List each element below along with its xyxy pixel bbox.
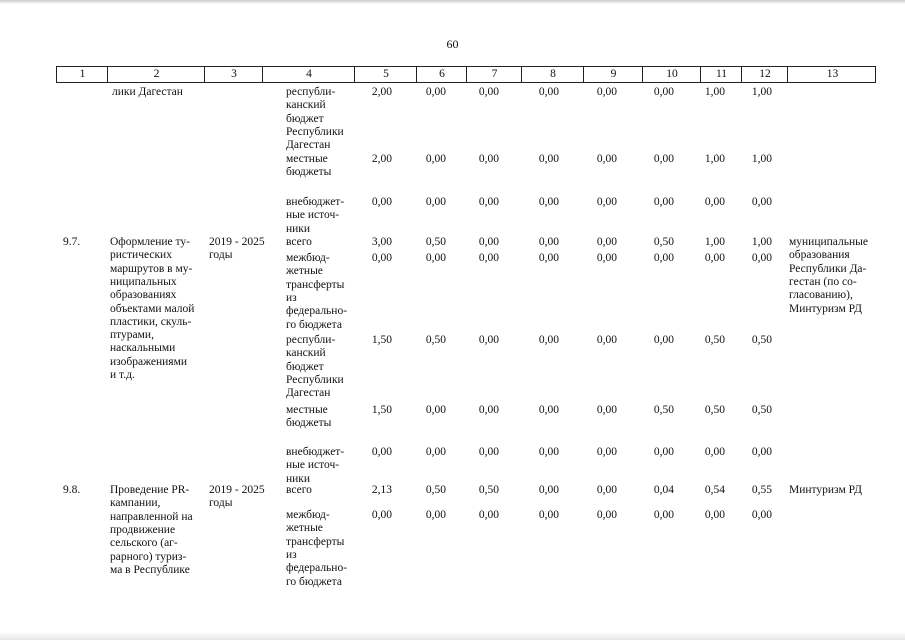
value-cell: 0,00 (596, 509, 617, 521)
value-cell: 0,00 (425, 86, 446, 98)
executor: муниципальные (789, 236, 868, 248)
measure-name: объектами малой (110, 302, 195, 315)
value-cell: 0,00 (596, 484, 617, 496)
value-cell: 0,50 (704, 334, 725, 346)
value-cell: 0,00 (596, 86, 617, 98)
value-cell: 0,00 (371, 196, 392, 208)
value-cell: 0,50 (704, 404, 725, 416)
header-col-13: 13 (826, 68, 839, 80)
value-cell: 1,00 (704, 236, 725, 248)
value-cell: 1,50 (371, 334, 392, 346)
source-label: федерально- (286, 305, 348, 318)
value-cell: 2,13 (371, 484, 392, 496)
measure-name: Проведение PR- (110, 484, 190, 496)
value-cell: 0,00 (596, 334, 617, 346)
value-cell: 0,00 (425, 509, 446, 521)
value-cell: 2,00 (371, 86, 392, 98)
value-cell: 0,04 (653, 484, 674, 496)
value-cell: 0,00 (478, 334, 499, 346)
value-cell: 0,00 (478, 509, 499, 521)
period: годы (209, 249, 233, 262)
value-cell: 0,00 (538, 509, 559, 521)
executor: Минтуризм РД (789, 302, 862, 315)
value-cell: 1,00 (704, 86, 725, 98)
executor: Республики Да- (789, 262, 867, 275)
row-number: 9.7. (63, 236, 81, 248)
measure-name: кампании, (110, 497, 161, 510)
header-col-11: 11 (715, 68, 728, 80)
source-label: республи- (286, 334, 336, 346)
value-cell: 0,00 (478, 252, 499, 264)
source-label: го бюджета (286, 318, 342, 331)
header-col-5: 5 (383, 68, 389, 80)
value-cell: 0,00 (596, 252, 617, 264)
value-cell: 0,00 (478, 86, 499, 98)
header-col-9: 9 (610, 68, 617, 80)
source-label: Дагестан (286, 139, 331, 152)
value-cell: 0,50 (425, 484, 446, 496)
header-divider (642, 67, 643, 82)
measure-name: птурами, (110, 329, 154, 342)
source-label: жетные (286, 265, 323, 278)
value-cell: 0,00 (371, 252, 392, 264)
source-label: трансферты (286, 535, 345, 548)
measure-name: Оформление ту- (110, 236, 190, 248)
value-cell: 0,00 (653, 86, 674, 98)
source-label: го бюджета (286, 575, 342, 588)
source-label: местные (286, 153, 328, 165)
value-cell: 0,00 (478, 404, 499, 416)
value-cell: 0,00 (425, 404, 446, 416)
value-cell: 0,00 (653, 334, 674, 346)
measure-name: маршрутов в му- (110, 262, 193, 275)
header-divider (741, 67, 742, 82)
value-cell: 0,00 (653, 196, 674, 208)
value-cell: 0,00 (751, 446, 772, 458)
period: годы (209, 497, 233, 510)
measure-name: и т.д. (110, 369, 135, 381)
executor: Минтуризм РД (789, 484, 862, 496)
source-label: Дагестан (286, 387, 331, 400)
value-cell: 0,50 (425, 334, 446, 346)
value-cell: 0,50 (751, 404, 772, 416)
measure-name: направленной на (110, 510, 193, 523)
value-cell: 1,00 (704, 153, 725, 165)
source-label: всего (286, 236, 312, 248)
header-divider (354, 67, 355, 82)
header-col-2: 2 (153, 68, 160, 80)
value-cell: 1,00 (751, 86, 772, 98)
value-cell: 0,55 (751, 484, 772, 496)
source-label: бюджет (286, 360, 324, 373)
value-cell: 0,00 (596, 196, 617, 208)
header-col-3: 3 (231, 68, 237, 80)
measure-name: ристических (110, 249, 172, 262)
value-cell: 0,00 (371, 446, 392, 458)
value-cell: 0,00 (538, 334, 559, 346)
value-cell: 0,00 (596, 404, 617, 416)
header-col-10: 10 (666, 68, 678, 80)
measure-name: рарного) туриз- (110, 550, 187, 563)
value-cell: 0,00 (425, 446, 446, 458)
value-cell: 0,00 (596, 236, 617, 248)
header-col-4: 4 (306, 68, 312, 80)
value-cell: 0,50 (653, 404, 674, 416)
header-col-8: 8 (550, 68, 556, 80)
value-cell: 0,00 (478, 236, 499, 248)
source-label: из (286, 548, 297, 561)
source-label: ные источ- (286, 209, 340, 222)
value-cell: 0,00 (425, 153, 446, 165)
value-cell: 1,50 (371, 404, 392, 416)
value-cell: 0,50 (653, 236, 674, 248)
value-cell: 0,00 (478, 196, 499, 208)
measure-name: продвижение (110, 523, 176, 536)
header-divider (700, 67, 701, 82)
source-label: федерально- (286, 562, 348, 575)
source-label: из (286, 291, 297, 304)
value-cell: 0,00 (751, 196, 772, 208)
value-cell: 0,00 (751, 252, 772, 264)
value-cell: 0,00 (478, 446, 499, 458)
measure-name: пластики, скуль- (110, 315, 192, 328)
value-cell: 0,00 (371, 509, 392, 521)
header-divider (204, 67, 205, 82)
measure-name: сельского (аг- (110, 537, 178, 550)
executor: гласованию), (789, 289, 853, 302)
measure-name: ниципальных (110, 275, 177, 288)
value-cell: 2,00 (371, 153, 392, 165)
period: 2019 - 2025 (209, 484, 265, 496)
value-cell: 0,54 (704, 484, 725, 496)
value-cell: 1,00 (751, 153, 772, 165)
header-col-1: 1 (79, 68, 86, 80)
header-divider (787, 67, 788, 82)
measure-name: ма в Республике (110, 563, 190, 576)
source-label: бюджеты (286, 166, 332, 179)
source-label: ные источ- (286, 459, 340, 472)
header-divider (466, 67, 467, 82)
source-label: местные (286, 404, 328, 416)
value-cell: 0,50 (478, 484, 499, 496)
period: 2019 - 2025 (209, 236, 265, 248)
page-number: 60 (446, 37, 459, 51)
header-divider (521, 67, 522, 82)
header-col-6: 6 (439, 68, 445, 80)
value-cell: 0,00 (653, 446, 674, 458)
value-cell: 0,00 (653, 509, 674, 521)
row-number: 9.8. (63, 484, 81, 496)
value-cell: 0,00 (704, 509, 725, 521)
value-cell: 0,00 (538, 446, 559, 458)
source-label: канский (286, 347, 326, 360)
value-cell: 0,50 (425, 236, 446, 248)
value-cell: 0,00 (751, 509, 772, 521)
header-col-12: 12 (759, 68, 771, 80)
scan-edge-top (0, 0, 905, 4)
value-cell: 0,00 (538, 196, 559, 208)
executor: образования (789, 249, 850, 262)
value-cell: 0,00 (538, 252, 559, 264)
value-cell: 0,00 (478, 153, 499, 165)
header-col-7: 7 (491, 68, 498, 80)
header-divider (416, 67, 417, 82)
source-label: ники (286, 472, 311, 485)
value-cell: 0,00 (704, 446, 725, 458)
value-cell: 1,00 (751, 236, 772, 248)
source-label: канский (286, 99, 326, 112)
value-cell: 0,00 (425, 196, 446, 208)
value-cell: 0,00 (653, 153, 674, 165)
value-cell: 0,50 (751, 334, 772, 346)
scan-edge-bottom (0, 632, 905, 640)
source-label: межбюд- (286, 252, 330, 264)
value-cell: 0,00 (704, 252, 725, 264)
value-cell: 0,00 (538, 236, 559, 248)
table-header-row (56, 66, 876, 83)
source-label: Республики (286, 125, 344, 138)
value-cell: 0,00 (596, 446, 617, 458)
source-label: трансферты (286, 278, 345, 291)
source-label: республи- (286, 86, 336, 98)
measure-name: образованиях (110, 289, 177, 302)
header-divider (583, 67, 584, 82)
value-cell: 0,00 (538, 153, 559, 165)
measure-name: наскальными (110, 342, 176, 355)
source-label: межбюд- (286, 509, 330, 521)
value-cell: 0,00 (653, 252, 674, 264)
header-divider (107, 67, 108, 82)
value-cell: 0,00 (538, 404, 559, 416)
measure-name: изображениями (110, 355, 188, 368)
source-label: бюджеты (286, 417, 332, 430)
source-label: всего (286, 484, 312, 496)
source-label: внебюджет- (286, 446, 345, 458)
measure-name-continued: лики Дагестан (112, 86, 183, 98)
value-cell: 0,00 (425, 252, 446, 264)
executor: гестан (по со- (789, 275, 857, 288)
value-cell: 3,00 (371, 236, 392, 248)
source-label: бюджет (286, 112, 324, 125)
source-label: внебюджет- (286, 196, 345, 208)
source-label: ники (286, 222, 311, 235)
value-cell: 0,00 (704, 196, 725, 208)
value-cell: 0,00 (596, 153, 617, 165)
source-label: жетные (286, 522, 323, 535)
value-cell: 0,00 (538, 86, 559, 98)
value-cell: 0,00 (538, 484, 559, 496)
header-divider (262, 67, 263, 82)
source-label: Республики (286, 373, 344, 386)
